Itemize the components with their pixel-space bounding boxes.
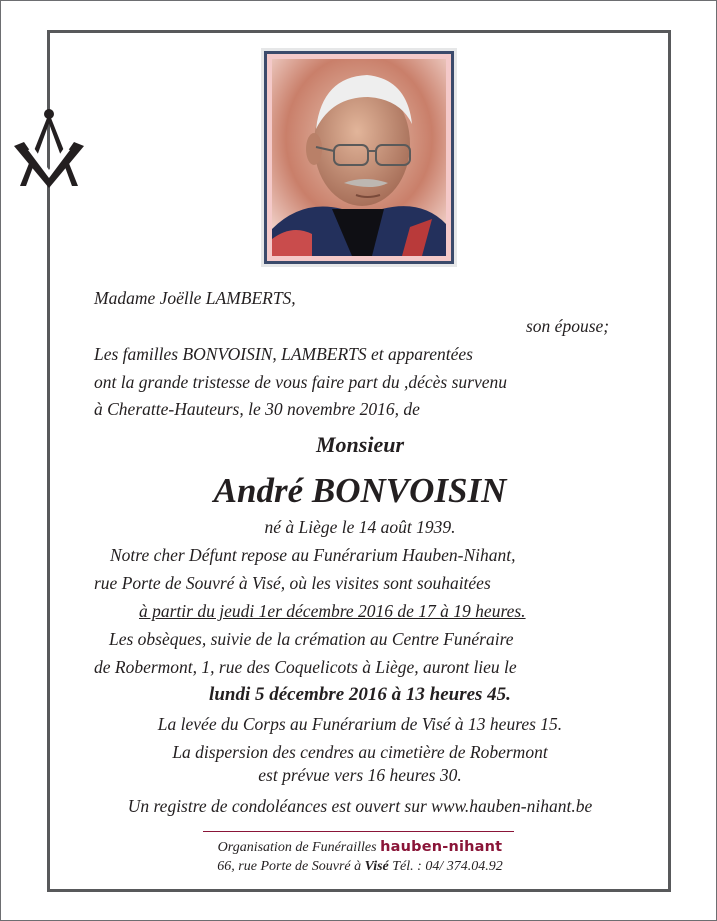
- spouse-role: son épouse;: [526, 316, 610, 336]
- funeral-date: lundi 5 décembre 2016 à 13 heures 45.: [209, 684, 511, 705]
- funeral-line-4: La dispersion des cendres au cimetière de Robermont: [172, 742, 548, 762]
- deceased-name: André BONVOISIN: [213, 471, 507, 510]
- visit-line-1: Notre cher Défunt repose au Funérarium Hauben-Nihant,: [110, 545, 516, 565]
- birth-line: né à Liège le 14 août 1939.: [264, 517, 456, 537]
- footer-address-prefix: 66, rue Porte de Souvré à: [217, 859, 362, 874]
- funeral-line-2: de Robermont, 1, rue des Coquelicots à Liège, auront lieu le: [94, 657, 517, 677]
- registry-line: Un registre de condoléances est ouvert sur www.hauben-nihant.be: [127, 796, 593, 816]
- footer-address: [95, 858, 625, 876]
- spouse-name: Madame Joëlle LAMBERTS,: [94, 288, 296, 308]
- footer-phone: Tél. : 04/ 374.04.92: [392, 859, 503, 874]
- portrait-frame: [264, 51, 454, 264]
- portrait-photo: [272, 59, 446, 256]
- footer-separator: [203, 831, 514, 832]
- funeral-line-5: est prévue vers 16 heures 30.: [258, 765, 462, 785]
- funeral-line-1: Les obsèques, suivie de la crémation au Centre Funéraire: [109, 629, 514, 649]
- brand-logo: hauben-nihant: [380, 839, 503, 855]
- visit-hours: à partir du jeudi 1er décembre 2016 de 17 à 19 heures.: [139, 601, 526, 621]
- funeral-line-3: La levée du Corps au Funérarium de Visé à 13 heures 15.: [157, 714, 563, 734]
- families-line: Les familles BONVOISIN, LAMBERTS et apparentées: [94, 344, 473, 364]
- announcement-line: ont la grande tristesse de vous faire part du ,décès survenu: [94, 372, 507, 392]
- deceased-title: Monsieur: [315, 432, 405, 457]
- visit-line-2: rue Porte de Souvré à Visé, où les visites sont souhaitées: [94, 573, 491, 593]
- square-and-compass-icon: [12, 106, 86, 190]
- place-date-line: à Cheratte-Hauteurs, le 30 novembre 2016, de: [94, 399, 420, 419]
- footer-organisation: [95, 838, 625, 857]
- footer-org-label: Organisation de Funérailles: [217, 840, 377, 855]
- footer-city: Visé: [364, 859, 389, 874]
